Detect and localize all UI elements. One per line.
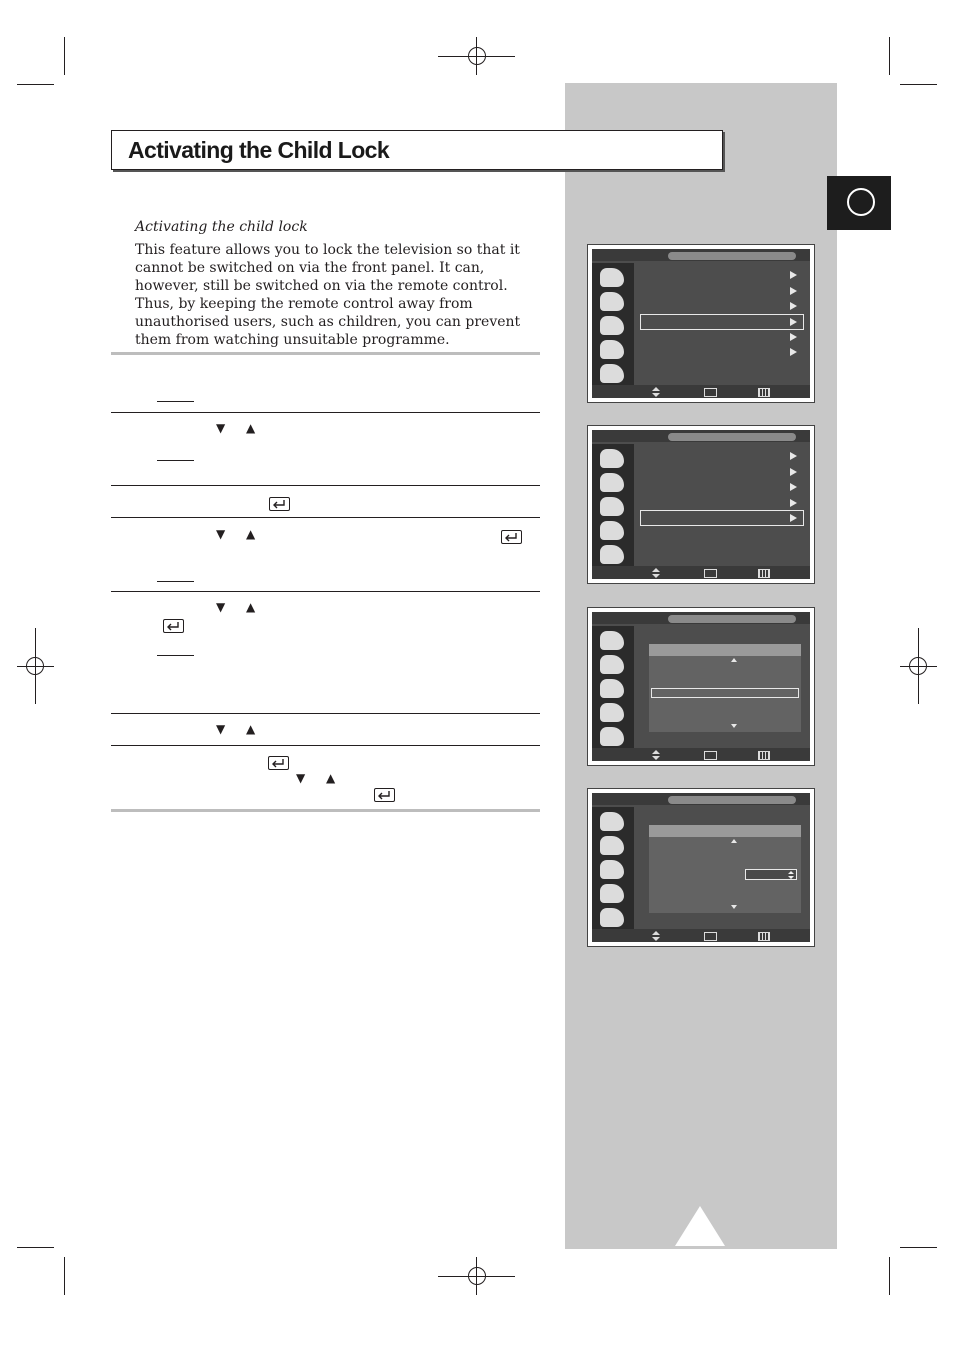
picture-icon [600,631,624,650]
crop-mark [900,1247,937,1248]
step-divider [111,745,540,746]
enter-icon [501,530,522,544]
submenu-arrow-icon [790,333,797,341]
value-selector [745,869,797,880]
submenu-arrow-icon [790,287,797,295]
scroll-up-icon [731,839,737,843]
setup-icon [600,884,624,903]
up-arrow-icon: ▲ [246,600,256,614]
step-divider [111,517,540,518]
crop-mark [35,628,36,704]
picture-icon [600,449,624,468]
input-icon [600,908,624,927]
submenu-arrow-icon [790,271,797,279]
next-page-triangle-icon [675,1206,725,1246]
crop-mark [476,1257,477,1295]
enter-icon [704,751,717,760]
up-down-icon [652,750,660,760]
sound-icon [600,836,624,855]
menu-icons-column [592,626,634,748]
menu-icon [758,751,770,760]
input-icon [600,545,624,564]
language-tab [827,176,891,230]
result-underline [157,401,194,402]
scroll-down-icon [731,724,737,728]
channel-icon [600,679,624,698]
intro-paragraph: This feature allows you to lock the television so that it cannot be switched on via the front panel. It can, however, still be switched on via the remote control. Thus, by keeping the remote control away from unauthorised users, such as children, you can prevent them from watching unsuitable programme. [135,242,521,348]
up-down-icon [652,387,660,397]
down-arrow-icon: ▼ [216,722,226,736]
setup-icon [600,521,624,540]
crop-mark [64,1257,65,1295]
up-down-icon [652,931,660,941]
submenu-arrow-icon [790,348,797,356]
down-arrow-icon: ▼ [216,421,226,435]
crop-mark [918,628,919,704]
selected-item-highlight [640,510,804,526]
crop-mark [17,1247,54,1248]
menu-icons-column [592,444,634,566]
up-arrow-icon: ▲ [246,722,256,736]
selected-item-highlight [651,688,799,698]
scroll-down-icon [731,905,737,909]
submenu-arrow-icon [790,468,797,476]
crop-mark [889,1257,890,1295]
section-rule [111,809,540,812]
up-arrow-icon: ▲ [246,527,256,541]
step-divider [111,713,540,714]
picture-icon [600,268,624,287]
enter-icon [704,569,717,578]
sound-icon [600,292,624,311]
enter-icon [704,388,717,397]
page-title: Activating the Child Lock [128,137,390,163]
step-divider [111,591,540,592]
submenu-arrow-icon [790,499,797,507]
submenu-panel [649,825,801,913]
osd-screen-3 [587,607,815,766]
sound-icon [600,655,624,674]
channel-icon [600,860,624,879]
input-icon [600,364,624,383]
submenu-panel [649,644,801,732]
menu-icon [758,388,770,397]
enter-icon [163,619,184,633]
step-divider [111,412,540,413]
crop-mark [17,84,54,85]
step-divider [111,485,540,486]
result-underline [157,655,194,656]
menu-icons-column [592,807,634,929]
osd-screen-4 [587,788,815,947]
crop-mark [64,37,65,75]
sound-icon [600,473,624,492]
enter-icon [374,788,395,802]
crop-mark [900,84,937,85]
up-down-icon [788,871,794,879]
channel-icon [600,316,624,335]
down-arrow-icon: ▼ [296,771,306,785]
down-arrow-icon: ▼ [216,527,226,541]
circle-icon [847,188,875,216]
submenu-arrow-icon [790,452,797,460]
crop-mark [889,37,890,75]
result-underline [157,460,194,461]
channel-icon [600,497,624,516]
setup-icon [600,340,624,359]
picture-icon [600,812,624,831]
title-box [111,130,723,170]
enter-icon [269,497,290,511]
menu-icons-column [592,263,634,385]
menu-icon [758,569,770,578]
selected-item-highlight [640,314,804,330]
subheading: Activating the child lock [135,219,308,235]
input-icon [600,727,624,746]
crop-mark [476,37,477,75]
submenu-arrow-icon [790,483,797,491]
submenu-arrow-icon [790,302,797,310]
menu-icon [758,932,770,941]
up-arrow-icon: ▲ [326,771,336,785]
result-underline [157,581,194,582]
scroll-up-icon [731,658,737,662]
up-down-icon [652,568,660,578]
up-arrow-icon: ▲ [246,421,256,435]
osd-screen-1 [587,244,815,403]
down-arrow-icon: ▼ [216,600,226,614]
enter-icon [704,932,717,941]
setup-icon [600,703,624,722]
enter-icon [268,756,289,770]
osd-screen-2 [587,425,815,584]
section-rule [111,352,540,355]
